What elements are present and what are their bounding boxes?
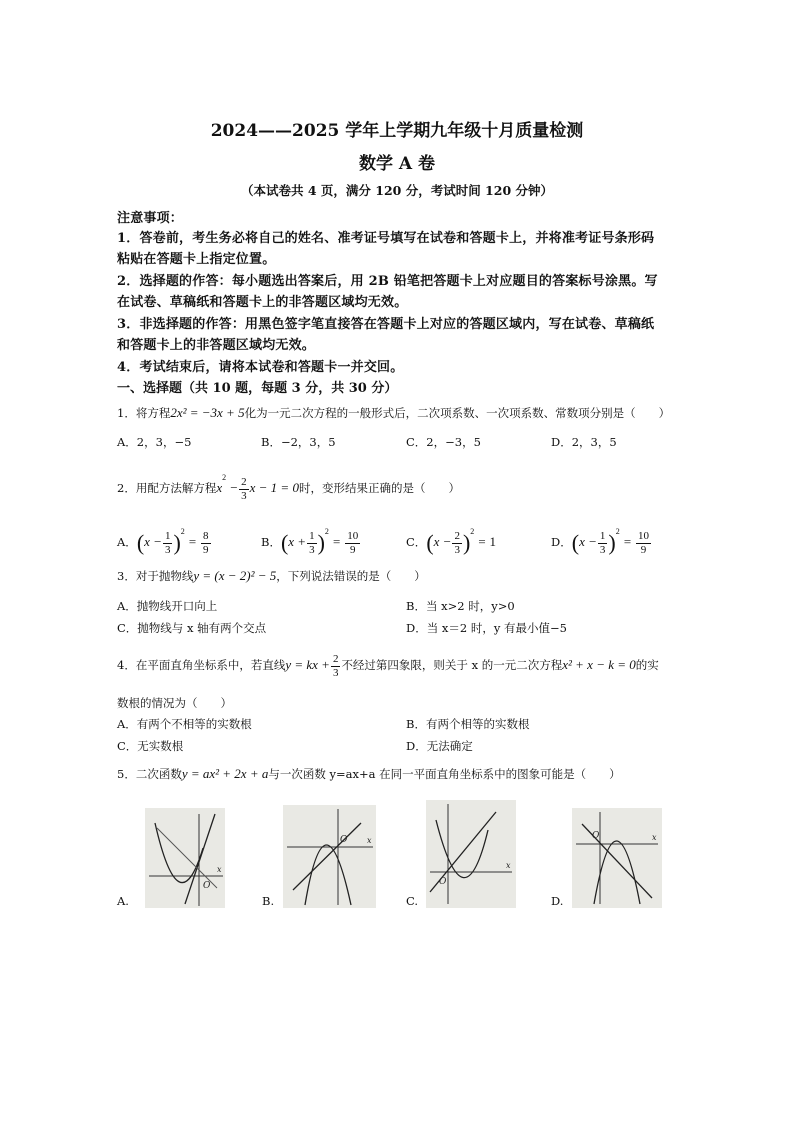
question-2-pre: 2．用配方法解方程 <box>117 481 217 495</box>
svg-text:O: O <box>592 831 600 841</box>
graph-c <box>426 800 516 908</box>
exam-subtitle: 数学 A 卷 <box>358 154 436 174</box>
graph-d-plot <box>572 808 662 908</box>
question-1-option-a: A．2，3，−5 <box>117 435 192 449</box>
question-5-equation: y = ax² + 2x + a <box>181 766 269 781</box>
exam-title: 2024——2025 学年上学期九年级十月质量检测 <box>210 121 584 141</box>
graph-b-plot <box>283 805 376 908</box>
question-4-option-d: D．无法确定 <box>406 739 473 753</box>
question-2-option-b: B．(x + $\frac{1}{3}$ )$^2$ = $\frac{10}{9}$ <box>261 527 359 556</box>
question-1-post: 化为一元二次方程的一般形式后，二次项系数、一次项系数、常数项分别是（ ） <box>244 406 671 420</box>
question-3-option-c: C．抛物线与 x 轴有两个交点 <box>117 621 267 635</box>
svg-text:O: O <box>203 881 211 891</box>
question-4-line-equation: y = kx + $\frac{2}{3}$ <box>285 652 339 679</box>
question-2-post: 时，变形结果正确的是（ ） <box>298 481 460 495</box>
question-1 <box>117 405 670 421</box>
question-3-option-a: A．抛物线开口向上 <box>117 599 218 613</box>
note-line: 2．选择题的作答：每小题选出答案后，用 2B 铅笔把答题卡上对应题目的答案标号涂黑。写 <box>117 274 658 289</box>
question-1-option-d: D．2，3，5 <box>551 435 617 449</box>
question-2-option-c: C．(x − $\frac{2}{3}$ )$^2$ = 1 <box>406 527 497 556</box>
svg-text:x: x <box>506 861 511 870</box>
question-4-post: 的实 <box>635 658 659 672</box>
question-3 <box>117 568 426 584</box>
note-line: 和答题卡上的非答题区域均无效。 <box>117 338 316 353</box>
exam-info: （本试卷共 4 页，满分 120 分，考试时间 120 分钟） <box>241 183 553 198</box>
graph-a <box>145 808 225 908</box>
note-line: 4．考试结束后，请将本试卷和答题卡一并交回。 <box>117 360 404 375</box>
graph-a-plot <box>145 808 225 908</box>
question-4-option-c: C．无实数根 <box>117 739 184 753</box>
question-3-option-b: B．当 x>2 时，y>0 <box>406 599 515 613</box>
note-line: 1．答卷前，考生务必将自己的姓名、准考证号填写在试卷和答题卡上，并将准考证号条形码 <box>117 231 655 246</box>
graph-a-label: A. <box>117 894 129 908</box>
question-2-equation: $x^2$ − $\frac{2}{3}$ x − 1 = 0 <box>216 473 299 502</box>
note-line: 在试卷、草稿纸和答题卡上的非答题区域均无效。 <box>117 295 408 310</box>
question-1-option-b: B．−2，3，5 <box>261 435 336 449</box>
svg-text:x: x <box>217 865 222 874</box>
graph-c-label: C. <box>406 894 419 908</box>
question-3-pre: 3．对于抛物线 <box>117 569 194 583</box>
graph-d <box>572 808 662 908</box>
svg-text:x: x <box>367 836 372 845</box>
note-line: 3．非选择题的作答：用黑色签字笔直接答在答题卡上对应的答题区域内，写在试卷、草稿纸 <box>117 317 655 332</box>
question-1-option-c: C．2，−3，5 <box>406 435 481 449</box>
question-5-pre: 5．二次函数 <box>117 767 182 781</box>
question-5-post: 与一次函数 y=ax+a 在同一平面直角坐标系中的图象可能是（ ） <box>268 767 621 781</box>
question-2-option-a: A．(x − $\frac{1}{3}$ )$^2$ = $\frac{8}{9}$ <box>117 527 209 556</box>
question-3-equation: y = (x − 2)² − 5 <box>193 568 277 583</box>
question-5 <box>117 766 621 782</box>
question-1-pre: 1．将方程 <box>117 406 171 420</box>
section-heading: 一、选择题（共 10 题，每题 3 分，共 30 分） <box>117 381 398 396</box>
graph-c-plot <box>426 800 516 908</box>
question-2-option-d: D．(x − $\frac{1}{3}$ )$^2$ = $\frac{10}{9}$ <box>551 527 649 556</box>
question-1-equation: 2x² = −3x + 5 <box>170 405 245 420</box>
svg-text:O: O <box>439 877 447 887</box>
graph-b <box>283 805 376 908</box>
note-line: 粘贴在答题卡上指定位置。 <box>117 252 276 267</box>
svg-text:O: O <box>340 835 348 845</box>
notes-heading: 注意事项： <box>117 211 184 226</box>
graph-b-label: B. <box>262 894 275 908</box>
question-3-option-d: D．当 x＝2 时，y 有最小值−5 <box>406 621 567 635</box>
question-4-option-b: B．有两个相等的实数根 <box>406 717 530 731</box>
question-4-line2: 数根的情况为（ ） <box>117 696 232 710</box>
question-3-post: ，下列说法错误的是（ ） <box>276 569 426 583</box>
question-4-mid: 不经过第四象限，则关于 x 的一元二次方程 <box>341 658 563 672</box>
question-4-pre: 4．在平面直角坐标系中，若直线 <box>117 658 286 672</box>
graph-d-label: D. <box>551 894 564 908</box>
question-4-option-a: A．有两个不相等的实数根 <box>117 717 252 731</box>
question-2 <box>117 463 460 503</box>
question-4-quadratic: x² + x − k = 0 <box>562 657 636 672</box>
svg-text:x: x <box>652 833 657 842</box>
question-4 <box>117 650 659 680</box>
